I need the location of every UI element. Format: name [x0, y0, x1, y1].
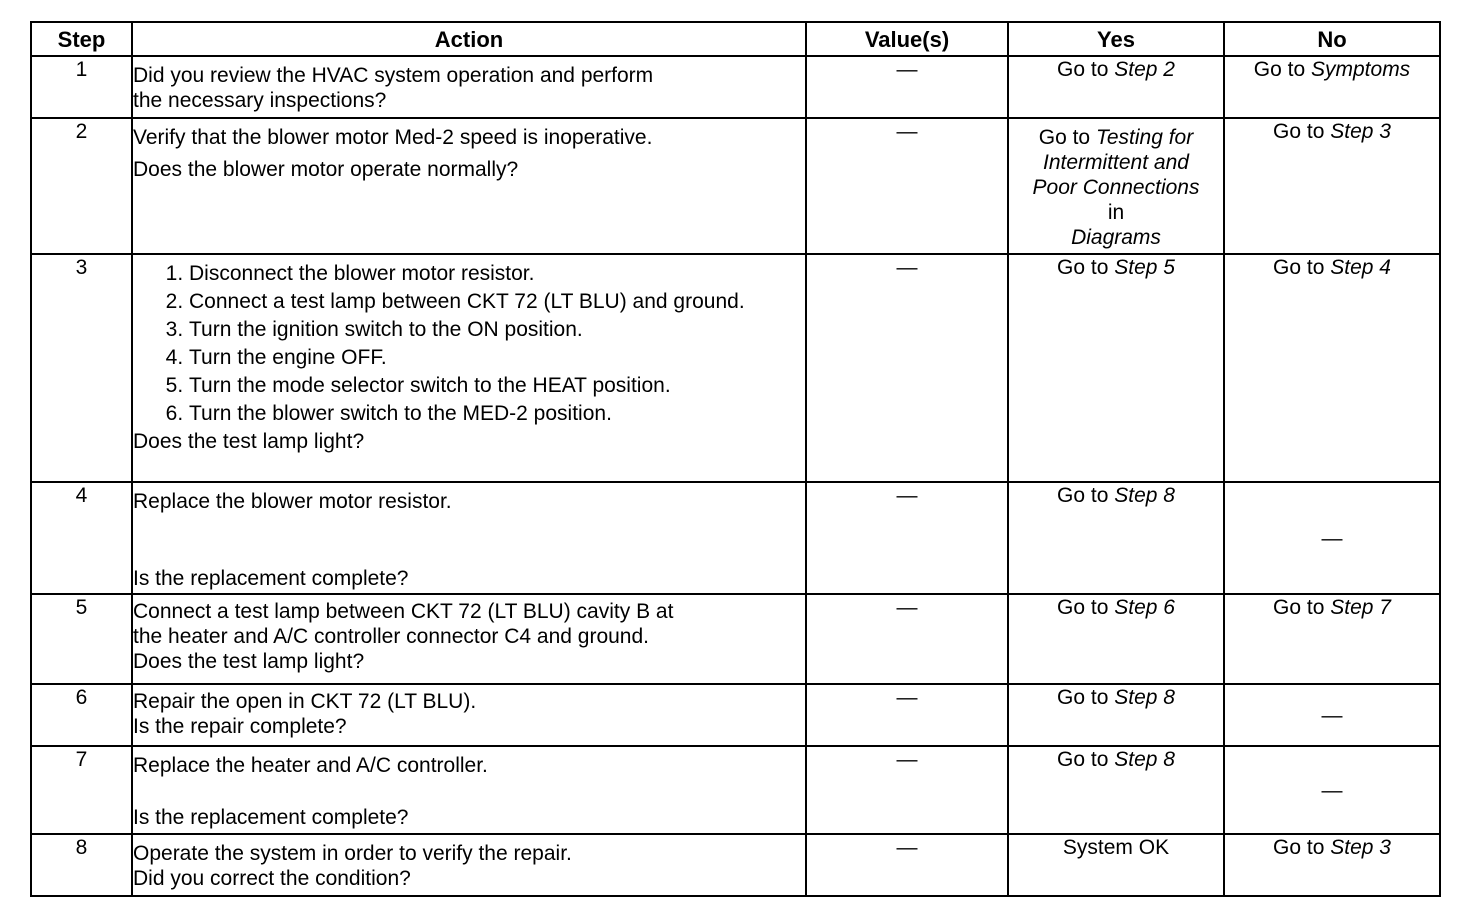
action-text: the necessary inspections?	[133, 89, 387, 112]
yes-cell	[1008, 746, 1224, 834]
action-cell	[132, 834, 806, 896]
yes-cell	[1008, 254, 1224, 482]
action-question: Does the test lamp light?	[133, 650, 365, 673]
value-cell: —	[806, 56, 1008, 118]
no-cell	[1224, 118, 1440, 254]
step-number: 4	[31, 482, 132, 594]
action-question: Did you correct the condition?	[133, 867, 411, 890]
yes-cell	[1008, 594, 1224, 684]
table-row	[31, 746, 1440, 834]
table-row	[31, 594, 1440, 684]
step-number: 1	[31, 56, 132, 118]
yes-line: in	[1107, 201, 1125, 224]
action-cell	[132, 746, 806, 834]
list-item: 3. Turn the ignition switch to the ON position.	[189, 317, 805, 342]
value-cell: —	[806, 254, 1008, 482]
yes-cell	[1008, 56, 1224, 118]
value-cell: —	[806, 482, 1008, 594]
action-text: Operate the system in order to verify the repair.	[133, 842, 572, 865]
action-text: Replace the blower motor resistor.	[133, 490, 452, 513]
step-number: 7	[31, 746, 132, 834]
no-prefix: Go to	[1273, 836, 1331, 859]
step-number: 6	[31, 684, 132, 746]
action-cell	[132, 684, 806, 746]
value-cell: —	[806, 684, 1008, 746]
header-yes: Yes	[1008, 22, 1224, 56]
action-text: Does the blower motor operate normally?	[133, 158, 519, 181]
value-cell: —	[806, 834, 1008, 896]
value-cell: —	[806, 594, 1008, 684]
action-question: Does the test lamp light?	[133, 430, 365, 453]
no-prefix: Go to	[1273, 256, 1331, 279]
no-cell: —	[1224, 746, 1440, 834]
list-item: 5. Turn the mode selector switch to the HEAT position.	[189, 373, 805, 398]
header-no: No	[1224, 22, 1440, 56]
action-cell	[132, 56, 806, 118]
action-text: Repair the open in CKT 72 (LT BLU).	[133, 690, 477, 713]
action-cell	[132, 594, 806, 684]
yes-line: Go to Testing for	[1038, 126, 1194, 149]
no-cell	[1224, 254, 1440, 482]
value-cell: —	[806, 118, 1008, 254]
no-link[interactable]: Step 3	[1330, 120, 1391, 143]
yes-cell: System OK	[1008, 834, 1224, 896]
yes-link[interactable]: Step 6	[1114, 596, 1175, 619]
no-cell: —	[1224, 482, 1440, 594]
action-text: Connect a test lamp between CKT 72 (LT BLU) cavity B at	[133, 600, 674, 623]
table-row	[31, 254, 1440, 482]
action-cell	[132, 482, 806, 594]
table-row	[31, 684, 1440, 746]
no-link[interactable]: Step 4	[1330, 256, 1391, 279]
yes-cell	[1008, 118, 1224, 254]
yes-line: Intermittent and	[1043, 151, 1189, 174]
yes-link[interactable]: Step 8	[1114, 484, 1175, 507]
no-link[interactable]: Step 7	[1330, 596, 1391, 619]
yes-prefix: Go to	[1057, 748, 1115, 771]
list-item: 1. Disconnect the blower motor resistor.	[189, 261, 805, 286]
table-row	[31, 56, 1440, 118]
no-prefix: Go to	[1273, 120, 1331, 143]
yes-link[interactable]: Step 8	[1114, 686, 1175, 709]
action-text: the heater and A/C controller connector C4 and ground.	[133, 625, 649, 648]
header-values: Value(s)	[806, 22, 1008, 56]
yes-line: Diagrams	[1071, 226, 1161, 249]
substep-list	[133, 261, 805, 426]
action-question: Is the replacement complete?	[133, 806, 409, 829]
yes-link[interactable]: Step 5	[1114, 256, 1175, 279]
header-row	[31, 22, 1440, 56]
yes-link[interactable]: Step 8	[1114, 748, 1175, 771]
action-cell	[132, 118, 806, 254]
step-number: 3	[31, 254, 132, 482]
table-row	[31, 118, 1440, 254]
diagnostic-table	[30, 21, 1441, 897]
yes-prefix: Go to	[1057, 256, 1115, 279]
step-number: 5	[31, 594, 132, 684]
no-prefix: Go to	[1273, 596, 1331, 619]
action-text: Did you review the HVAC system operation and perform	[133, 64, 654, 87]
table-row	[31, 834, 1440, 896]
list-item: 6. Turn the blower switch to the MED-2 position.	[189, 401, 805, 426]
action-text: Verify that the blower motor Med-2 speed is inoperative.	[133, 126, 653, 149]
table-row	[31, 482, 1440, 594]
action-text: Replace the heater and A/C controller.	[133, 754, 488, 777]
action-question: Is the replacement complete?	[133, 567, 409, 590]
no-link[interactable]: Symptoms	[1311, 58, 1411, 81]
yes-cell	[1008, 684, 1224, 746]
no-cell	[1224, 56, 1440, 118]
no-prefix: Go to	[1253, 58, 1311, 81]
list-item: 4. Turn the engine OFF.	[189, 345, 805, 370]
action-question: Is the repair complete?	[133, 715, 347, 738]
yes-link[interactable]: Step 2	[1114, 58, 1175, 81]
no-cell	[1224, 834, 1440, 896]
no-cell: —	[1224, 684, 1440, 746]
value-cell: —	[806, 746, 1008, 834]
yes-prefix: Go to	[1057, 686, 1115, 709]
yes-prefix: Go to	[1057, 484, 1115, 507]
no-link[interactable]: Step 3	[1330, 836, 1391, 859]
yes-cell	[1008, 482, 1224, 594]
no-cell	[1224, 594, 1440, 684]
yes-line: Poor Connections	[1032, 176, 1200, 199]
yes-prefix: Go to	[1057, 58, 1115, 81]
step-number: 8	[31, 834, 132, 896]
yes-prefix: Go to	[1057, 596, 1115, 619]
step-number: 2	[31, 118, 132, 254]
action-cell	[132, 254, 806, 482]
header-step: Step	[31, 22, 132, 56]
header-action: Action	[132, 22, 806, 56]
list-item: 2. Connect a test lamp between CKT 72 (LT BLU) and ground.	[189, 289, 805, 314]
